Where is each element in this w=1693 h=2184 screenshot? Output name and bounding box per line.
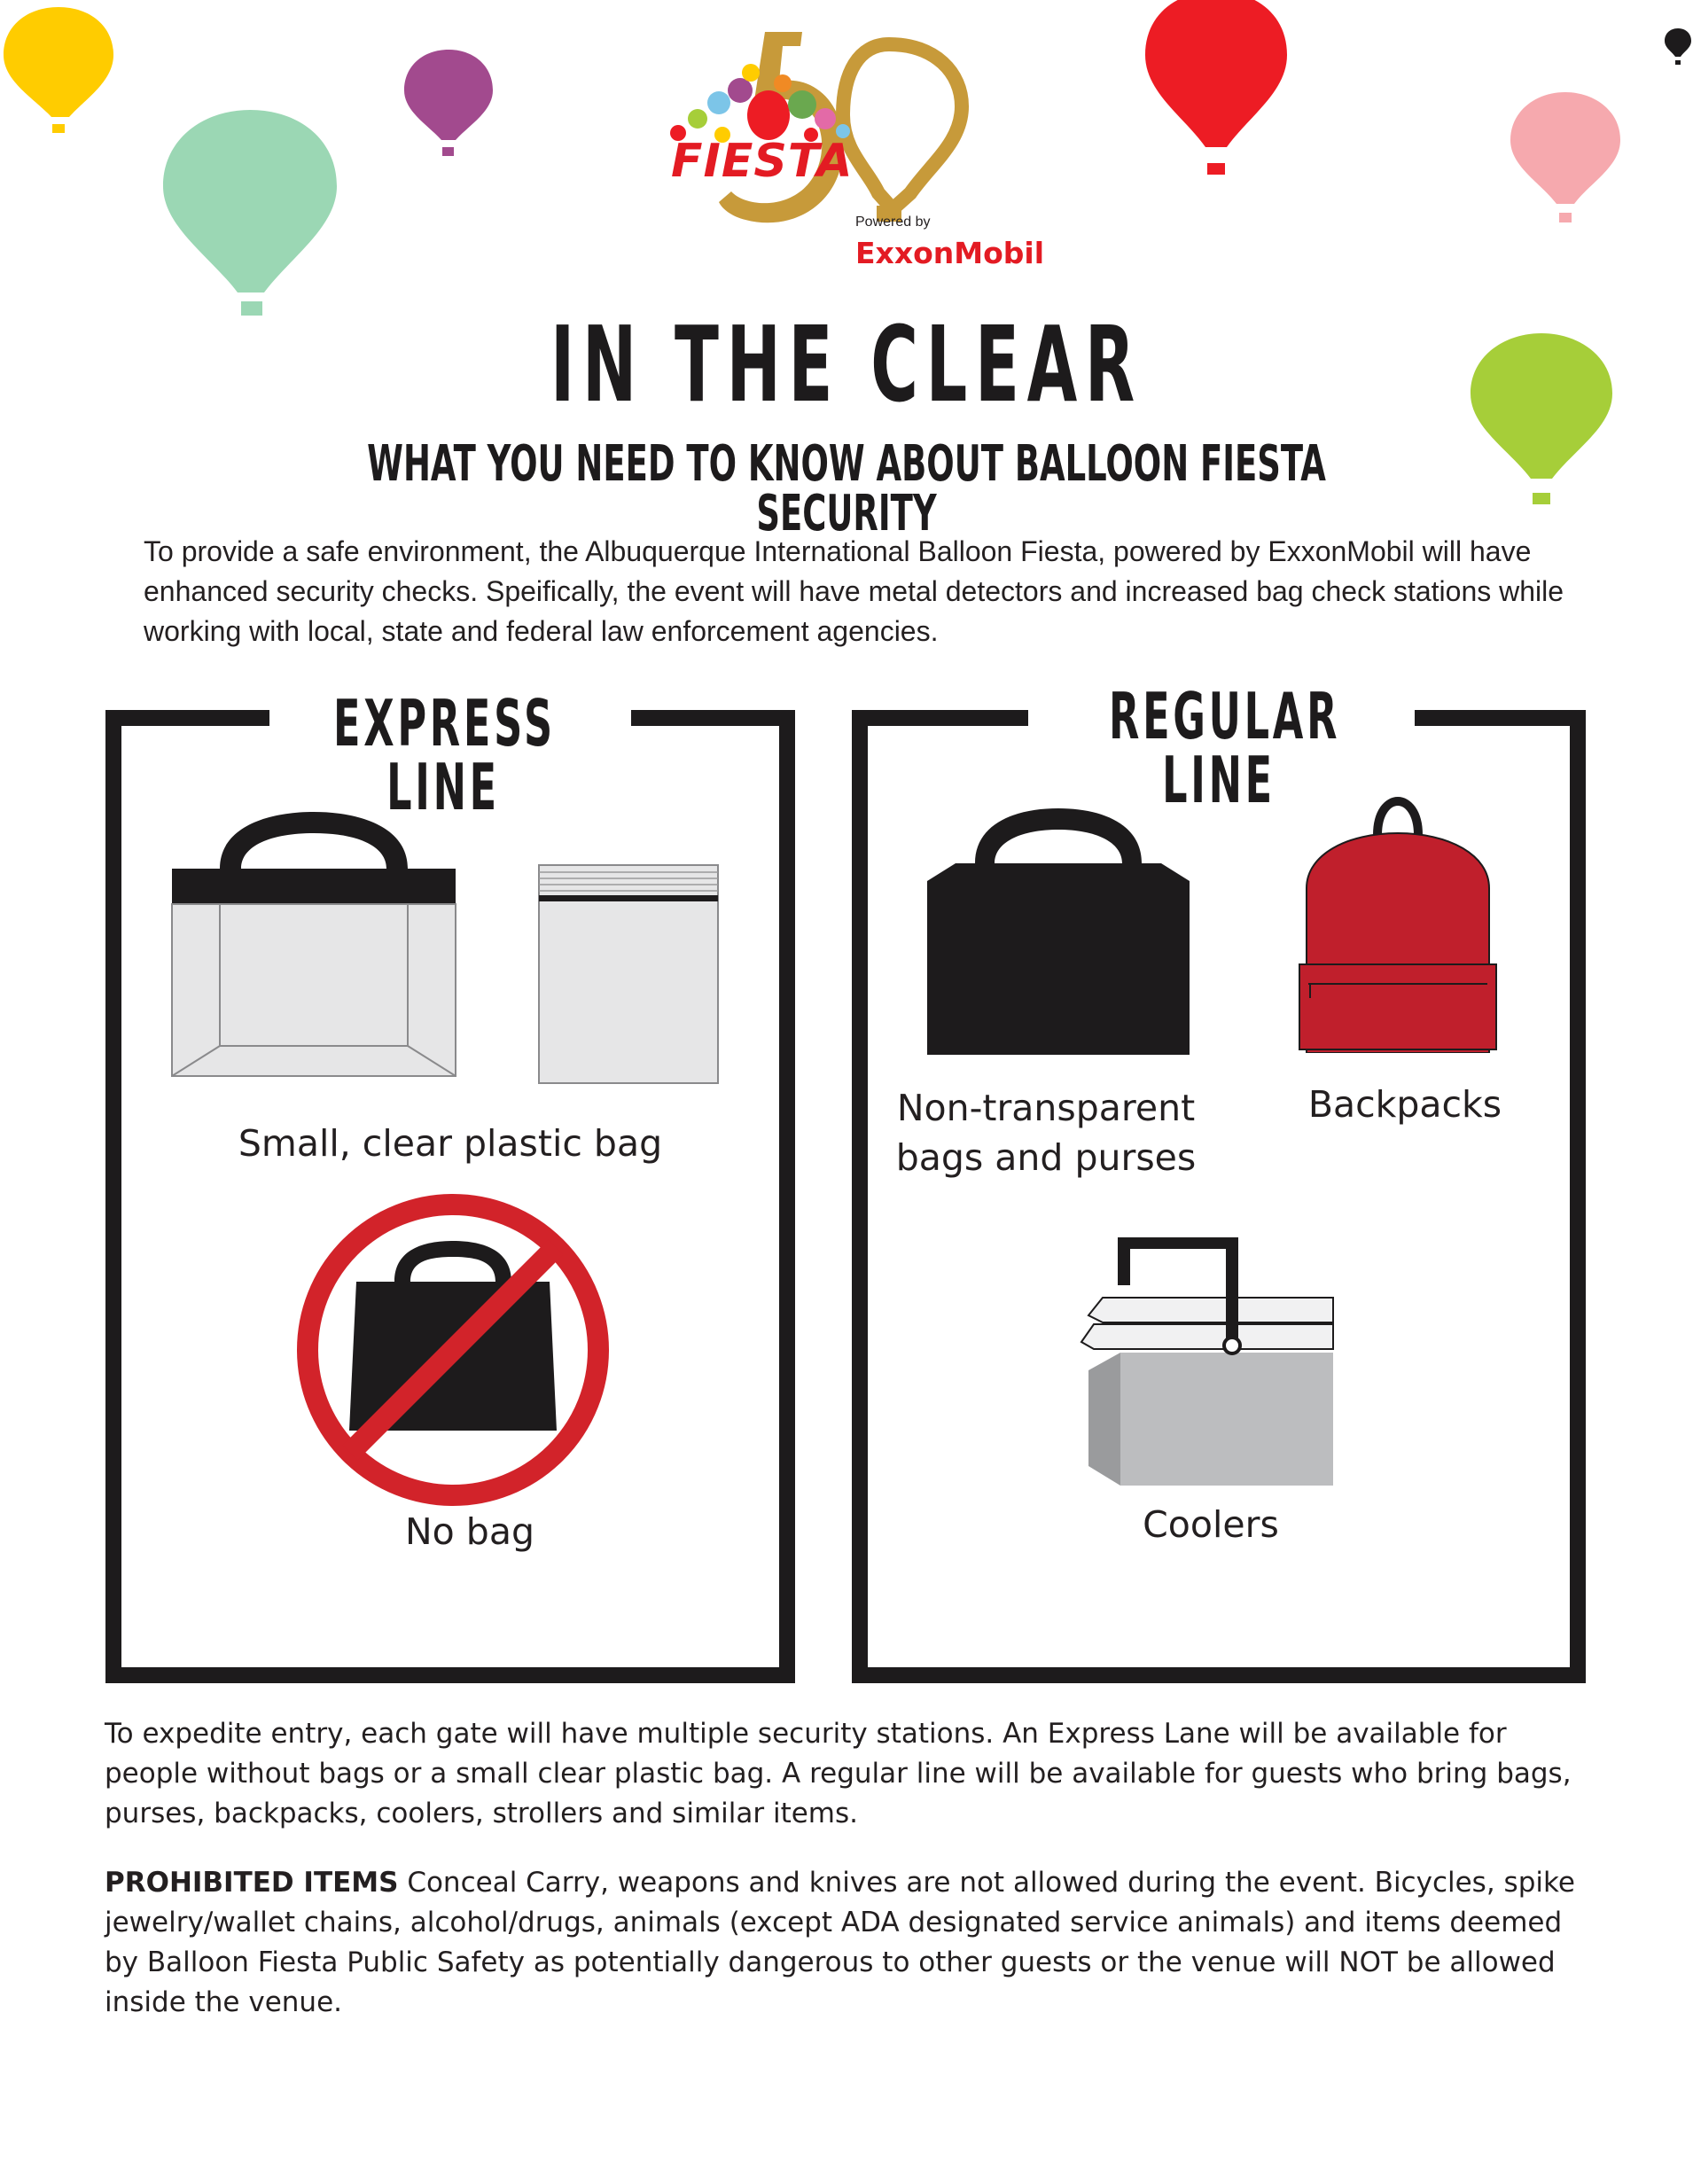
mint-balloon-icon bbox=[160, 105, 346, 326]
expedite-paragraph: To expedite entry, each gate will have multiple security stations. An Express Lane will be available for people without bags or a small clear plastic bag. A regular line will be available for guests who bring bags, purses, backpacks, coolers, strollers and similar items. bbox=[105, 1718, 1572, 1829]
pink-balloon-icon bbox=[1507, 89, 1627, 230]
no-bag-icon bbox=[293, 1190, 613, 1510]
black-balloon-icon bbox=[1663, 27, 1693, 67]
regular-heading: REGULAR LINE bbox=[1109, 679, 1341, 817]
logo-sponsor: ExxonMobil bbox=[855, 236, 1045, 270]
page-subtitle: WHAT YOU NEED TO KNOW ABOUT BALLOON FIESTA SECURITY bbox=[367, 435, 1326, 542]
coolers-label: Coolers bbox=[1143, 1503, 1279, 1546]
page-title: IN THE CLEAR bbox=[550, 303, 1143, 425]
purple-balloon-icon bbox=[401, 46, 498, 161]
ziplock-bag-icon bbox=[537, 863, 720, 1085]
backpacks-label: Backpacks bbox=[1307, 1083, 1502, 1126]
logo-event-word: FIESTA bbox=[671, 135, 854, 188]
non-transparent-label-line2: bags and purses bbox=[895, 1136, 1197, 1179]
non-transparent-label-line1: Non-transparent bbox=[896, 1087, 1196, 1129]
prohibited-text: Conceal Carry, weapons and knives are not allowed during the event. Bicycles, spike jewelry/wallet chains, alcohol/drugs, animals (except ADA designated service animals) and items deemed by Balloon Fiesta Public Safety as potentially dangerous to other guests or the venue will NOT be allowed inside the venue. bbox=[105, 1867, 1575, 2018]
yellow-balloon-icon bbox=[0, 0, 124, 142]
logo-powered-by: Powered by bbox=[855, 214, 931, 230]
clear-bag-icon bbox=[168, 805, 459, 1080]
lime-balloon-icon bbox=[1467, 330, 1618, 511]
prohibited-label: PROHIBITED ITEMS bbox=[105, 1867, 399, 1899]
no-bag-label: No bag bbox=[405, 1510, 534, 1553]
express-heading: EXPRESS LINE bbox=[333, 686, 556, 824]
intro-paragraph: To provide a safe environment, the Albuquerque International Balloon Fiesta, powered by ExxonMobil will have enhanced security checks. Speifically, the event will have metal detectors and increased bag check stations while working with local, state and federal law enforcement agencies. bbox=[144, 535, 1564, 647]
clear-bag-label: Small, clear plastic bag bbox=[238, 1122, 663, 1165]
backpack-icon bbox=[1298, 796, 1498, 1053]
tote-bag-icon bbox=[925, 805, 1191, 1057]
red-balloon-icon bbox=[1142, 0, 1292, 182]
cooler-icon bbox=[1076, 1237, 1338, 1493]
fiesta-50-logo bbox=[669, 20, 1050, 285]
prohibited-paragraph bbox=[105, 1863, 1594, 2023]
